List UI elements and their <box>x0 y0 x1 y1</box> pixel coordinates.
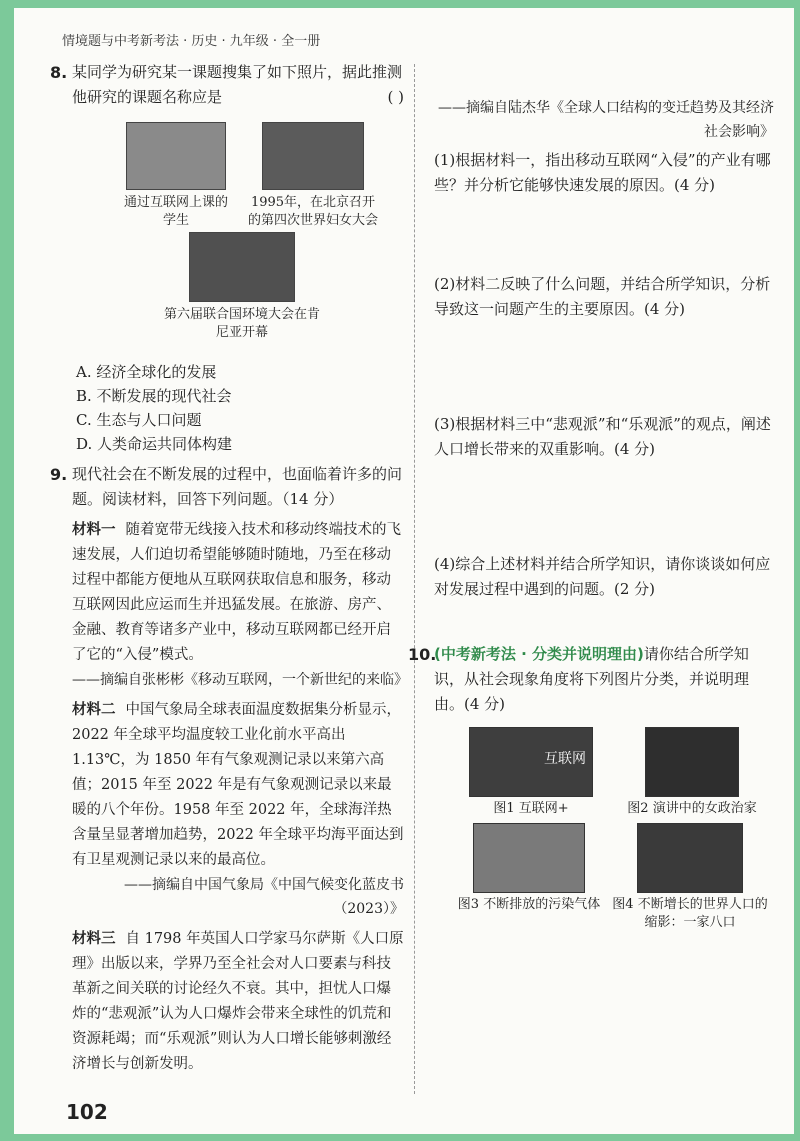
material-2-source: ——摘编自中国气象局《中国气候变化蓝皮书（2023）》 <box>124 877 404 917</box>
material-1-label: 材料一 <box>72 522 116 538</box>
question-10-stem: (中考新考法 · 分类并说明理由)请你结合所学知识，从社会现象角度将下列图片分类，并说明理由。(4 分) <box>434 645 750 713</box>
material-2-label: 材料二 <box>72 702 116 718</box>
figure-4 <box>610 823 770 932</box>
sub-question-3: (3)根据材料三中“悲观派”和“乐观派”的观点，阐述人口增长带来的双重影响。(4 分) <box>434 415 771 458</box>
figure-1-image <box>469 727 593 797</box>
material-1-source: ——摘编自张彬彬《移动互联网，一个新世纪的来临》 <box>72 672 408 688</box>
figure-1 <box>456 727 606 818</box>
question-8 <box>50 60 404 456</box>
photo-womens-conference <box>248 122 378 230</box>
figure-4-image <box>637 823 743 893</box>
question-8-number: 8. <box>50 63 68 82</box>
option-c: C. 生态与人口问题 <box>76 411 202 429</box>
option-d: D. 人类命运共同体构建 <box>76 435 233 453</box>
material-3-label: 材料三 <box>72 931 116 947</box>
material-3 <box>72 927 404 1077</box>
column-divider <box>414 64 415 1094</box>
photo-caption: 第六届联合国环境大会在肯尼亚开幕 <box>163 307 320 340</box>
question-9 <box>50 462 408 1077</box>
figure-caption: 图1 互联网+ <box>493 801 569 816</box>
question-8-photos <box>72 114 404 354</box>
photo-caption: 1995年，在北京召开的第四次世界妇女大会 <box>248 195 379 228</box>
right-column <box>408 60 774 937</box>
question-10-tag: (中考新考法 · 分类并说明理由) <box>434 645 644 663</box>
running-header: 情境题与中考新考法 · 历史 · 九年级 · 全一册 <box>62 34 321 49</box>
photo-un-environment <box>162 232 322 342</box>
option-b: B. 不断发展的现代社会 <box>76 387 232 405</box>
material-2-text: 中国气象局全球表面温度数据集分析显示，2022 年全球平均温度较工业化前水平高出 1.13℃，为 1850 年有气象观测记录以来第六高值；2015 年至 2022 年是有气象观测记录以来最暖的八个年份。1958 年至 2022 年，全球海洋热含量呈显著增加趋势，2022 年全球平均海平面达到有卫星观测记录以来的最高位。 <box>72 702 404 868</box>
material-1 <box>72 518 404 668</box>
figure-1-overlay-text: 互联网 <box>544 751 586 767</box>
page <box>14 8 794 1134</box>
question-9-stem: 现代社会在不断发展的过程中，也面临着许多的问题。阅读材料，回答下列问题。（14 分） <box>72 465 403 508</box>
page-number: 102 <box>66 1100 108 1124</box>
material-3-source: ——摘编自陆杰华《全球人口结构的变迁趋势及其经济社会影响》 <box>438 100 774 140</box>
answer-paren: ( ) <box>387 88 404 106</box>
figure-caption: 图2 演讲中的女政治家 <box>627 801 757 816</box>
question-10-number: 10. <box>408 645 437 664</box>
question-10 <box>408 642 774 937</box>
figure-2-image <box>645 727 739 797</box>
photo-online-class <box>120 122 232 230</box>
question-10-figures <box>434 727 774 937</box>
material-3-text: 自 1798 年英国人口学家马尔萨斯《人口原理》出版以来，学界乃至全社会对人口要素与科技革新之间关联的讨论经久不衰。其中，担忧人口爆炸的“悲观派”认为人口爆炸会带来全球性的饥荒和资源耗竭；而“乐观派”则认为人口增长能够刺激经济增长与创新发明。 <box>72 931 404 1072</box>
left-column <box>50 60 408 1077</box>
material-2 <box>72 698 404 873</box>
figure-3 <box>454 823 604 914</box>
material-1-text: 随着宽带无线接入技术和移动终端技术的飞速发展，人们迫切希望能够随时随地，乃至在移动过程中都能方便地从互联网获取信息和服务，移动互联网因此应运而生并迅猛发展。在旅游、房产、金融、教育等诸多产业中，移动互联网都已经开启了它的“入侵”模式。 <box>72 522 401 663</box>
question-8-stem: 某同学为研究某一课题搜集了如下照片，据此推测他研究的课题名称应是 ( ) <box>72 60 404 110</box>
photo-womens-conference-image <box>262 122 364 190</box>
figure-2 <box>612 727 772 818</box>
photo-online-class-image <box>126 122 226 190</box>
question-9-number: 9. <box>50 465 68 484</box>
option-a: A. 经济全球化的发展 <box>76 363 217 381</box>
sub-question-1: (1)根据材料一，指出移动互联网“入侵”的产业有哪些？并分析它能够快速发展的原因。(4 分) <box>434 151 771 194</box>
figure-caption: 图3 不断排放的污染气体 <box>457 897 601 912</box>
figure-caption: 图4 不断增长的世界人口的缩影：一家八口 <box>612 897 768 930</box>
photo-un-environment-image <box>189 232 295 302</box>
figure-3-image <box>473 823 585 893</box>
photo-caption: 通过互联网上课的学生 <box>123 195 228 228</box>
sub-question-2: (2)材料二反映了什么问题，并结合所学知识，分析导致这一问题产生的主要原因。(4 分) <box>434 275 771 318</box>
sub-question-4: (4)综合上述材料并结合所学知识，请你谈谈如何应对发展过程中遇到的问题。(2 分) <box>434 555 771 598</box>
